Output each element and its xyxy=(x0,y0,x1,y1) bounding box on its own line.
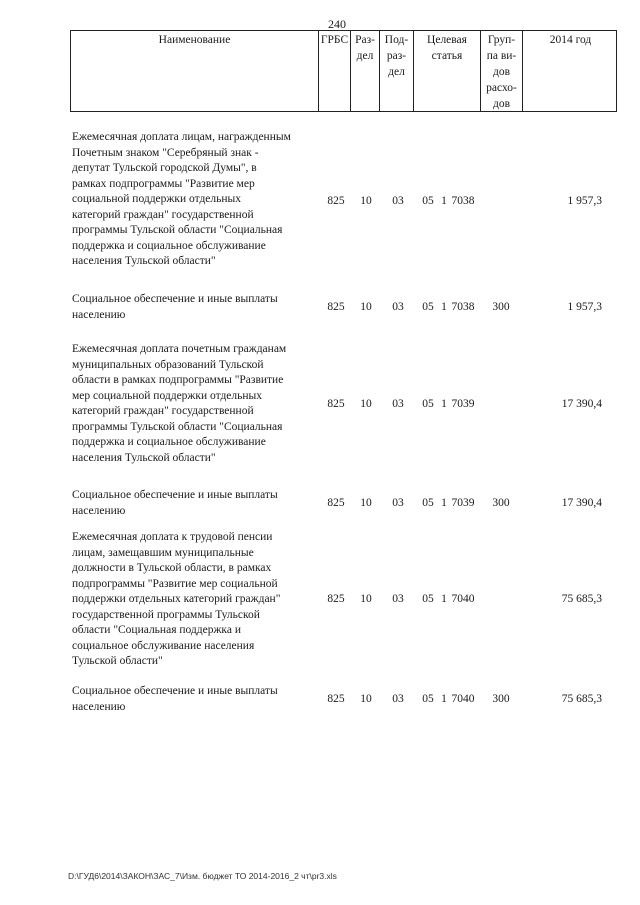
row-cs-subprogram: 1 xyxy=(441,195,447,207)
row-razdel: 10 xyxy=(360,593,372,605)
header-grbs: ГРБС xyxy=(319,31,351,111)
row-vid: 300 xyxy=(492,693,510,705)
row-cs-code: 7038 xyxy=(451,301,475,313)
header-name: Наименование xyxy=(71,31,319,111)
row-grbs: 825 xyxy=(327,497,345,509)
row-razdel: 10 xyxy=(360,497,372,509)
row-podrazdel: 03 xyxy=(392,195,404,207)
row-cs-code: 7039 xyxy=(451,398,475,410)
row-cs-program: 05 xyxy=(422,398,434,410)
row-cs-subprogram: 1 xyxy=(441,497,447,509)
row-razdel: 10 xyxy=(360,301,372,313)
row-cs-subprogram: 1 xyxy=(441,593,447,605)
row-name: Ежемесячная доплата почетным гражданам муниципальных образований Тульской области в рамках подпрограммы "Развитие мер социальной поддержки отдельных категорий граждан" государственной программы Тульской области "Социальная поддержка и социальное обслуживание населения Тульской области" xyxy=(72,343,287,464)
table-header xyxy=(70,30,617,112)
header-podrazdel: Под- раз- дел xyxy=(380,31,414,111)
row-cs-program: 05 xyxy=(422,195,434,207)
row-razdel: 10 xyxy=(360,398,372,410)
header-razdel: Раз- дел xyxy=(351,31,380,111)
row-amount: 75 685,3 xyxy=(561,693,602,705)
row-vid: 300 xyxy=(492,497,510,509)
row-name: Ежемесячная доплата лицам, награжденным Почетным знаком "Серебряный знак - депутат Тульской городской Думы", в рамках подпрограммы "Развитие мер социальной поддержки отдельных категорий граждан" государственной программы Тульской области "Социальная поддержка и социальное обслуживание населения Тульской области" xyxy=(72,131,291,267)
file-path-footer: D:\ГУД6\2014\ЗАКОН\ЗАС_7\Изм. бюджет ТО 2014-2016_2 чт\pr3.xls xyxy=(68,871,337,881)
row-cs-program: 05 xyxy=(422,593,434,605)
row-cs-code: 7040 xyxy=(451,593,475,605)
row-cs-program: 05 xyxy=(422,497,434,509)
row-grbs: 825 xyxy=(327,195,345,207)
row-cs-program: 05 xyxy=(422,693,434,705)
row-grbs: 825 xyxy=(327,593,345,605)
row-grbs: 825 xyxy=(327,301,345,313)
row-podrazdel: 03 xyxy=(392,398,404,410)
row-razdel: 10 xyxy=(360,693,372,705)
row-grbs: 825 xyxy=(327,693,345,705)
row-amount: 75 685,3 xyxy=(561,593,602,605)
row-razdel: 10 xyxy=(360,195,372,207)
row-cs-code: 7040 xyxy=(451,693,475,705)
row-podrazdel: 03 xyxy=(392,693,404,705)
row-cs-subprogram: 1 xyxy=(441,398,447,410)
row-name: Ежемесячная доплата к трудовой пенсии лицам, замещавшим муниципальные должности в Тульской области, в рамках подпрограммы "Развитие мер социальной поддержки отдельных категорий граждан" государственной программы Тульской области "Социальная поддержка и социальное обслуживание населения Тульской области" xyxy=(72,531,281,667)
row-cs-code: 7038 xyxy=(451,195,475,207)
row-amount: 1 957,3 xyxy=(567,195,602,207)
row-cs-program: 05 xyxy=(422,301,434,313)
row-amount: 1 957,3 xyxy=(567,301,602,313)
row-podrazdel: 03 xyxy=(392,301,404,313)
row-name: Социальное обеспечение и иные выплаты населению xyxy=(72,489,278,517)
row-cs-code: 7039 xyxy=(451,497,475,509)
page-number: 240 xyxy=(328,17,346,31)
header-year: 2014 год xyxy=(549,34,592,46)
row-cs-subprogram: 1 xyxy=(441,693,447,705)
row-podrazdel: 03 xyxy=(392,593,404,605)
row-grbs: 825 xyxy=(327,398,345,410)
row-vid: 300 xyxy=(492,301,510,313)
row-podrazdel: 03 xyxy=(392,497,404,509)
row-amount: 17 390,4 xyxy=(561,398,602,410)
row-name: Социальное обеспечение и иные выплаты населению xyxy=(72,685,278,713)
row-cs-subprogram: 1 xyxy=(441,301,447,313)
header-gruppa-vidov: Груп- па ви- дов расхо- дов xyxy=(481,31,523,111)
header-celevaya-statya: Целевая статья xyxy=(414,31,481,111)
row-amount: 17 390,4 xyxy=(561,497,602,509)
row-name: Социальное обеспечение и иные выплаты населению xyxy=(72,293,278,321)
